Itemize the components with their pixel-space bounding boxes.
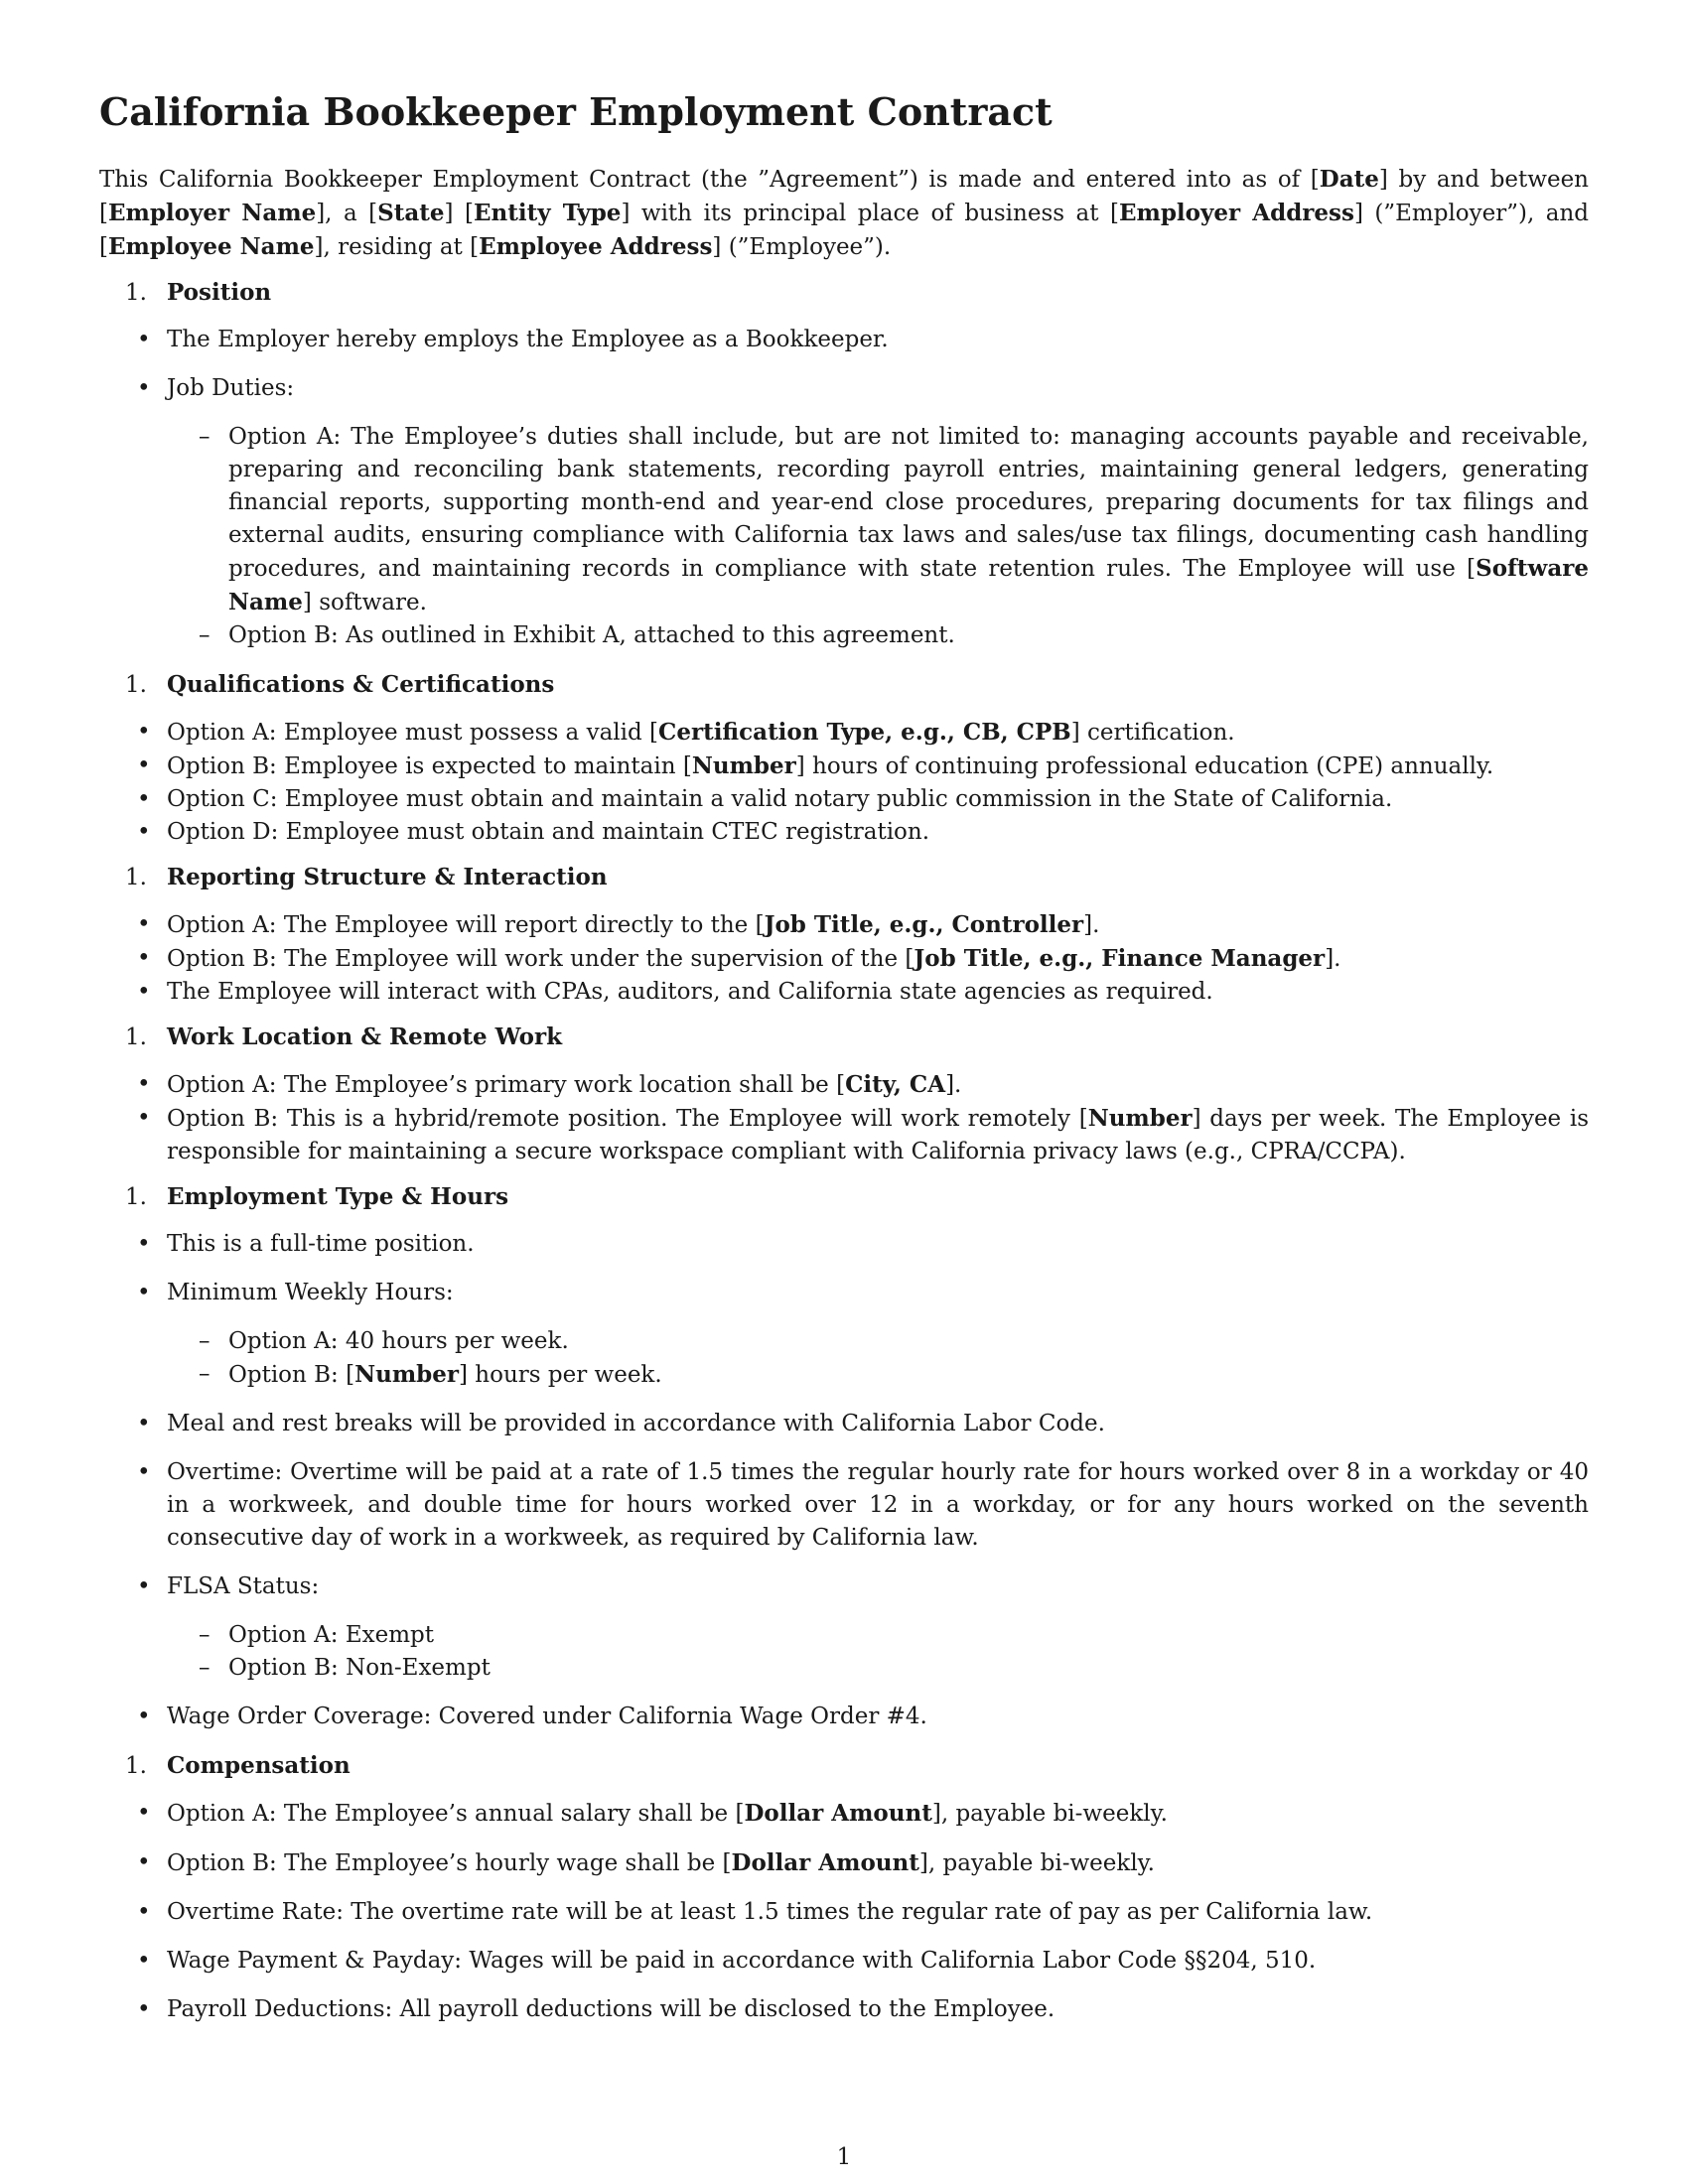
list-item [99, 816, 1589, 849]
hours-options [167, 1325, 1589, 1392]
placeholder-software-name: Software Name [228, 555, 1589, 615]
list-item [99, 1846, 1589, 1880]
list-item [99, 1228, 1589, 1261]
bullet-icon: • [137, 1231, 151, 1257]
list-item [99, 1570, 1589, 1685]
item-text: Option A: The Employee’s duties shall include, but are not limited to: managing accounts payable and receivable, preparing and reconciling bank statements, recording payroll entries, maintaining general ledgers, generating financial reports, supporting month-end and year-end close procedures, preparing documents for tax filings and external audits, ensuring compliance with California tax laws and sales/use tax filings, documenting cash handling procedures, and maintaining records in compliance with state retention rules. The Employee will use [ [228, 424, 1589, 582]
section-number: 1. [125, 1024, 147, 1050]
item-text: Payroll Deductions: All payroll deductions will be disclosed to the Employee. [167, 1996, 1055, 2022]
item-text: Option B: Non-Exempt [228, 1655, 491, 1681]
item-text: Minimum Weekly Hours: [167, 1280, 454, 1305]
item-text: Option B: The Employee will work under the supervision of the [ [167, 946, 914, 972]
section-title: Compensation [167, 1752, 351, 1779]
placeholder-dollar-amount: Dollar Amount [731, 1849, 919, 1876]
intro-text: ] [ [444, 201, 474, 226]
list-item [99, 716, 1589, 750]
item-text: Overtime: Overtime will be paid at a rate of 1.5 times the regular hourly rate for hours worked over 8 in a workday or 40 in a workweek, and double time for hours worked over 12 in a workday, or for any hours worked on the seventh consecutive day of work in a workweek, as required by California law. [167, 1459, 1589, 1551]
list-item [99, 783, 1589, 816]
item-text: ] hours per week. [459, 1362, 662, 1388]
section-number: 1. [125, 1753, 147, 1779]
reporting-list [99, 908, 1589, 1009]
list-item [99, 1993, 1589, 2026]
sub-list-item [167, 1325, 1589, 1358]
item-text: The Employer hereby employs the Employee as a Bookkeeper. [167, 327, 889, 352]
list-item [99, 1408, 1589, 1440]
bullet-icon: • [137, 786, 151, 812]
item-text: Option B: Employee is expected to maintain [ [167, 753, 692, 779]
bullet-icon: • [137, 1459, 151, 1485]
section-heading-position [99, 276, 1589, 310]
item-text: Option B: As outlined in Exhibit A, attached to this agreement. [228, 622, 955, 648]
employment-list [99, 1228, 1589, 1733]
bullet-icon: • [137, 719, 151, 745]
bullet-icon: • [137, 1899, 151, 1925]
dash-icon: – [199, 1622, 211, 1648]
item-text: Meal and rest breaks will be provided in accordance with California Labor Code. [167, 1411, 1105, 1436]
item-text: ]. [945, 1072, 962, 1098]
item-text: ], payable bi-weekly. [918, 1850, 1155, 1876]
document-title: California Bookkeeper Employment Contract [99, 89, 1053, 134]
document-page [99, 87, 1589, 2042]
intro-text: ], a [ [316, 201, 378, 226]
item-text: Option A: Employee must possess a valid [ [167, 720, 659, 746]
bullet-icon: • [137, 327, 151, 352]
section-heading-compensation [99, 1749, 1589, 1783]
list-item [99, 908, 1589, 942]
placeholder-employee-address: Employee Address [479, 233, 713, 260]
placeholder-state: State [377, 200, 445, 226]
sub-list-item [167, 619, 1589, 652]
item-text: Option C: Employee must obtain and maintain a valid notary public commission in the State of California. [167, 786, 1393, 812]
sub-list-item [167, 1652, 1589, 1685]
item-text: Overtime Rate: The overtime rate will be at least 1.5 times the regular rate of pay as per California law. [167, 1899, 1373, 1925]
item-text: Option A: Exempt [228, 1622, 434, 1648]
item-text: Option D: Employee must obtain and maintain CTEC registration. [167, 819, 930, 845]
placeholder-employer-address: Employer Address [1118, 200, 1354, 226]
job-duties-options [167, 421, 1589, 652]
sub-list-item [167, 421, 1589, 619]
item-text: Wage Order Coverage: Covered under California Wage Order #4. [167, 1704, 927, 1729]
item-text: Option A: 40 hours per week. [228, 1328, 569, 1354]
bullet-icon: • [137, 375, 151, 401]
section-title: Reporting Structure & Interaction [167, 864, 608, 890]
list-item [99, 1896, 1589, 1929]
location-list [99, 1068, 1589, 1168]
list-item [99, 1102, 1589, 1168]
item-text: ]. [1083, 912, 1100, 938]
bullet-icon: • [137, 1704, 151, 1729]
placeholder-date: Date [1319, 166, 1379, 193]
section-title: Qualifications & Certifications [167, 671, 555, 698]
item-text: Option A: The Employee will report directly to the [ [167, 912, 765, 938]
sub-list-item [167, 1358, 1589, 1392]
item-text: ], payable bi-weekly. [931, 1801, 1168, 1827]
item-text: This is a full-time position. [167, 1231, 475, 1257]
item-text: ] software. [302, 590, 427, 615]
item-text: FLSA Status: [167, 1573, 320, 1599]
item-text: The Employee will interact with CPAs, auditors, and California state agencies as required. [167, 979, 1213, 1005]
intro-text: ], residing at [ [314, 234, 480, 260]
item-text: ] hours of continuing professional education (CPE) annually. [795, 753, 1494, 779]
dash-icon: – [199, 1361, 211, 1387]
item-text: Option B: This is a hybrid/remote position. The Employee will work remotely [ [167, 1106, 1088, 1132]
compensation-list [99, 1797, 1589, 2026]
intro-text: ] (”Employee”). [712, 234, 892, 260]
placeholder-employer-name: Employer Name [107, 200, 317, 226]
bullet-icon: • [137, 1996, 151, 2022]
list-item [99, 1068, 1589, 1102]
list-item [99, 324, 1589, 356]
bullet-icon: • [137, 1280, 151, 1305]
list-item [99, 976, 1589, 1009]
bullet-icon: • [137, 752, 151, 778]
placeholder-employee-name: Employee Name [107, 233, 315, 260]
item-text: Option A: The Employee’s primary work location shall be [ [167, 1072, 846, 1098]
bullet-icon: • [137, 1948, 151, 1974]
placeholder-job-title: Job Title, e.g., Controller [764, 911, 1084, 938]
intro-text: ] (”Employer”), and [ [99, 201, 1590, 260]
list-item [99, 942, 1589, 976]
item-text: ]. [1325, 946, 1341, 972]
placeholder-job-title: Job Title, e.g., Finance Manager [914, 945, 1326, 972]
dash-icon: – [199, 1655, 211, 1681]
placeholder-number: Number [354, 1361, 460, 1388]
list-item [99, 1456, 1589, 1555]
qualifications-list [99, 716, 1589, 849]
bullet-icon: • [137, 819, 151, 845]
list-item [99, 1701, 1589, 1733]
dash-icon: – [199, 622, 211, 648]
dash-icon: – [199, 424, 211, 450]
item-text: Option A: The Employee’s annual salary shall be [ [167, 1801, 745, 1827]
section-number: 1. [125, 1184, 147, 1210]
bullet-icon: • [137, 1071, 151, 1097]
intro-paragraph [99, 163, 1589, 264]
bullet-icon: • [137, 1800, 151, 1826]
intro-text: ] by and between [ [99, 167, 1589, 226]
intro-text: This California Bookkeeper Employment Contract (the ”Agreement”) is made and entered into as of [ [99, 167, 1320, 193]
list-item [99, 372, 1589, 652]
section-number: 1. [125, 865, 147, 890]
section-heading-location [99, 1021, 1589, 1054]
bullet-icon: • [137, 1573, 151, 1599]
section-number: 1. [125, 280, 147, 306]
section-title: Employment Type & Hours [167, 1183, 509, 1210]
position-list [99, 324, 1589, 652]
bullet-icon: • [137, 979, 151, 1005]
item-text: ] certification. [1070, 720, 1235, 746]
intro-text: ] with its principal place of business at [ [621, 201, 1119, 226]
section-number: 1. [125, 672, 147, 698]
item-text: Option B: [ [228, 1362, 355, 1388]
bullet-icon: • [137, 911, 151, 937]
placeholder-entity-type: Entity Type [473, 200, 622, 226]
placeholder-certification: Certification Type, e.g., CB, CPB [658, 719, 1071, 746]
bullet-icon: • [137, 1411, 151, 1436]
item-text: Wage Payment & Payday: Wages will be paid in accordance with California Labor Code §§204, 510. [167, 1948, 1317, 1974]
placeholder-number: Number [1087, 1105, 1193, 1132]
flsa-options [167, 1619, 1589, 1685]
bullet-icon: • [137, 1105, 151, 1131]
list-item [99, 750, 1589, 783]
list-item [99, 1797, 1589, 1831]
section-heading-reporting [99, 861, 1589, 894]
placeholder-city: City, CA [845, 1071, 946, 1098]
bullet-icon: • [137, 1849, 151, 1875]
item-text: ] days per week. The Employee is responsible for maintaining a secure workspace compliant with California privacy laws (e.g., CPRA/CCPA). [167, 1106, 1590, 1164]
section-title: Position [167, 279, 272, 306]
placeholder-number: Number [691, 752, 796, 779]
item-text: Option B: The Employee’s hourly wage shall be [ [167, 1850, 732, 1876]
section-title: Work Location & Remote Work [167, 1024, 563, 1050]
bullet-icon: • [137, 945, 151, 971]
placeholder-dollar-amount: Dollar Amount [744, 1800, 932, 1827]
section-heading-qualifications [99, 668, 1589, 702]
page-number: 1 [836, 2144, 852, 2170]
item-text: Job Duties: [167, 375, 295, 401]
dash-icon: – [199, 1328, 211, 1354]
section-heading-employment [99, 1180, 1589, 1214]
list-item [99, 1277, 1589, 1392]
list-item [99, 1945, 1589, 1978]
sub-list-item [167, 1619, 1589, 1652]
